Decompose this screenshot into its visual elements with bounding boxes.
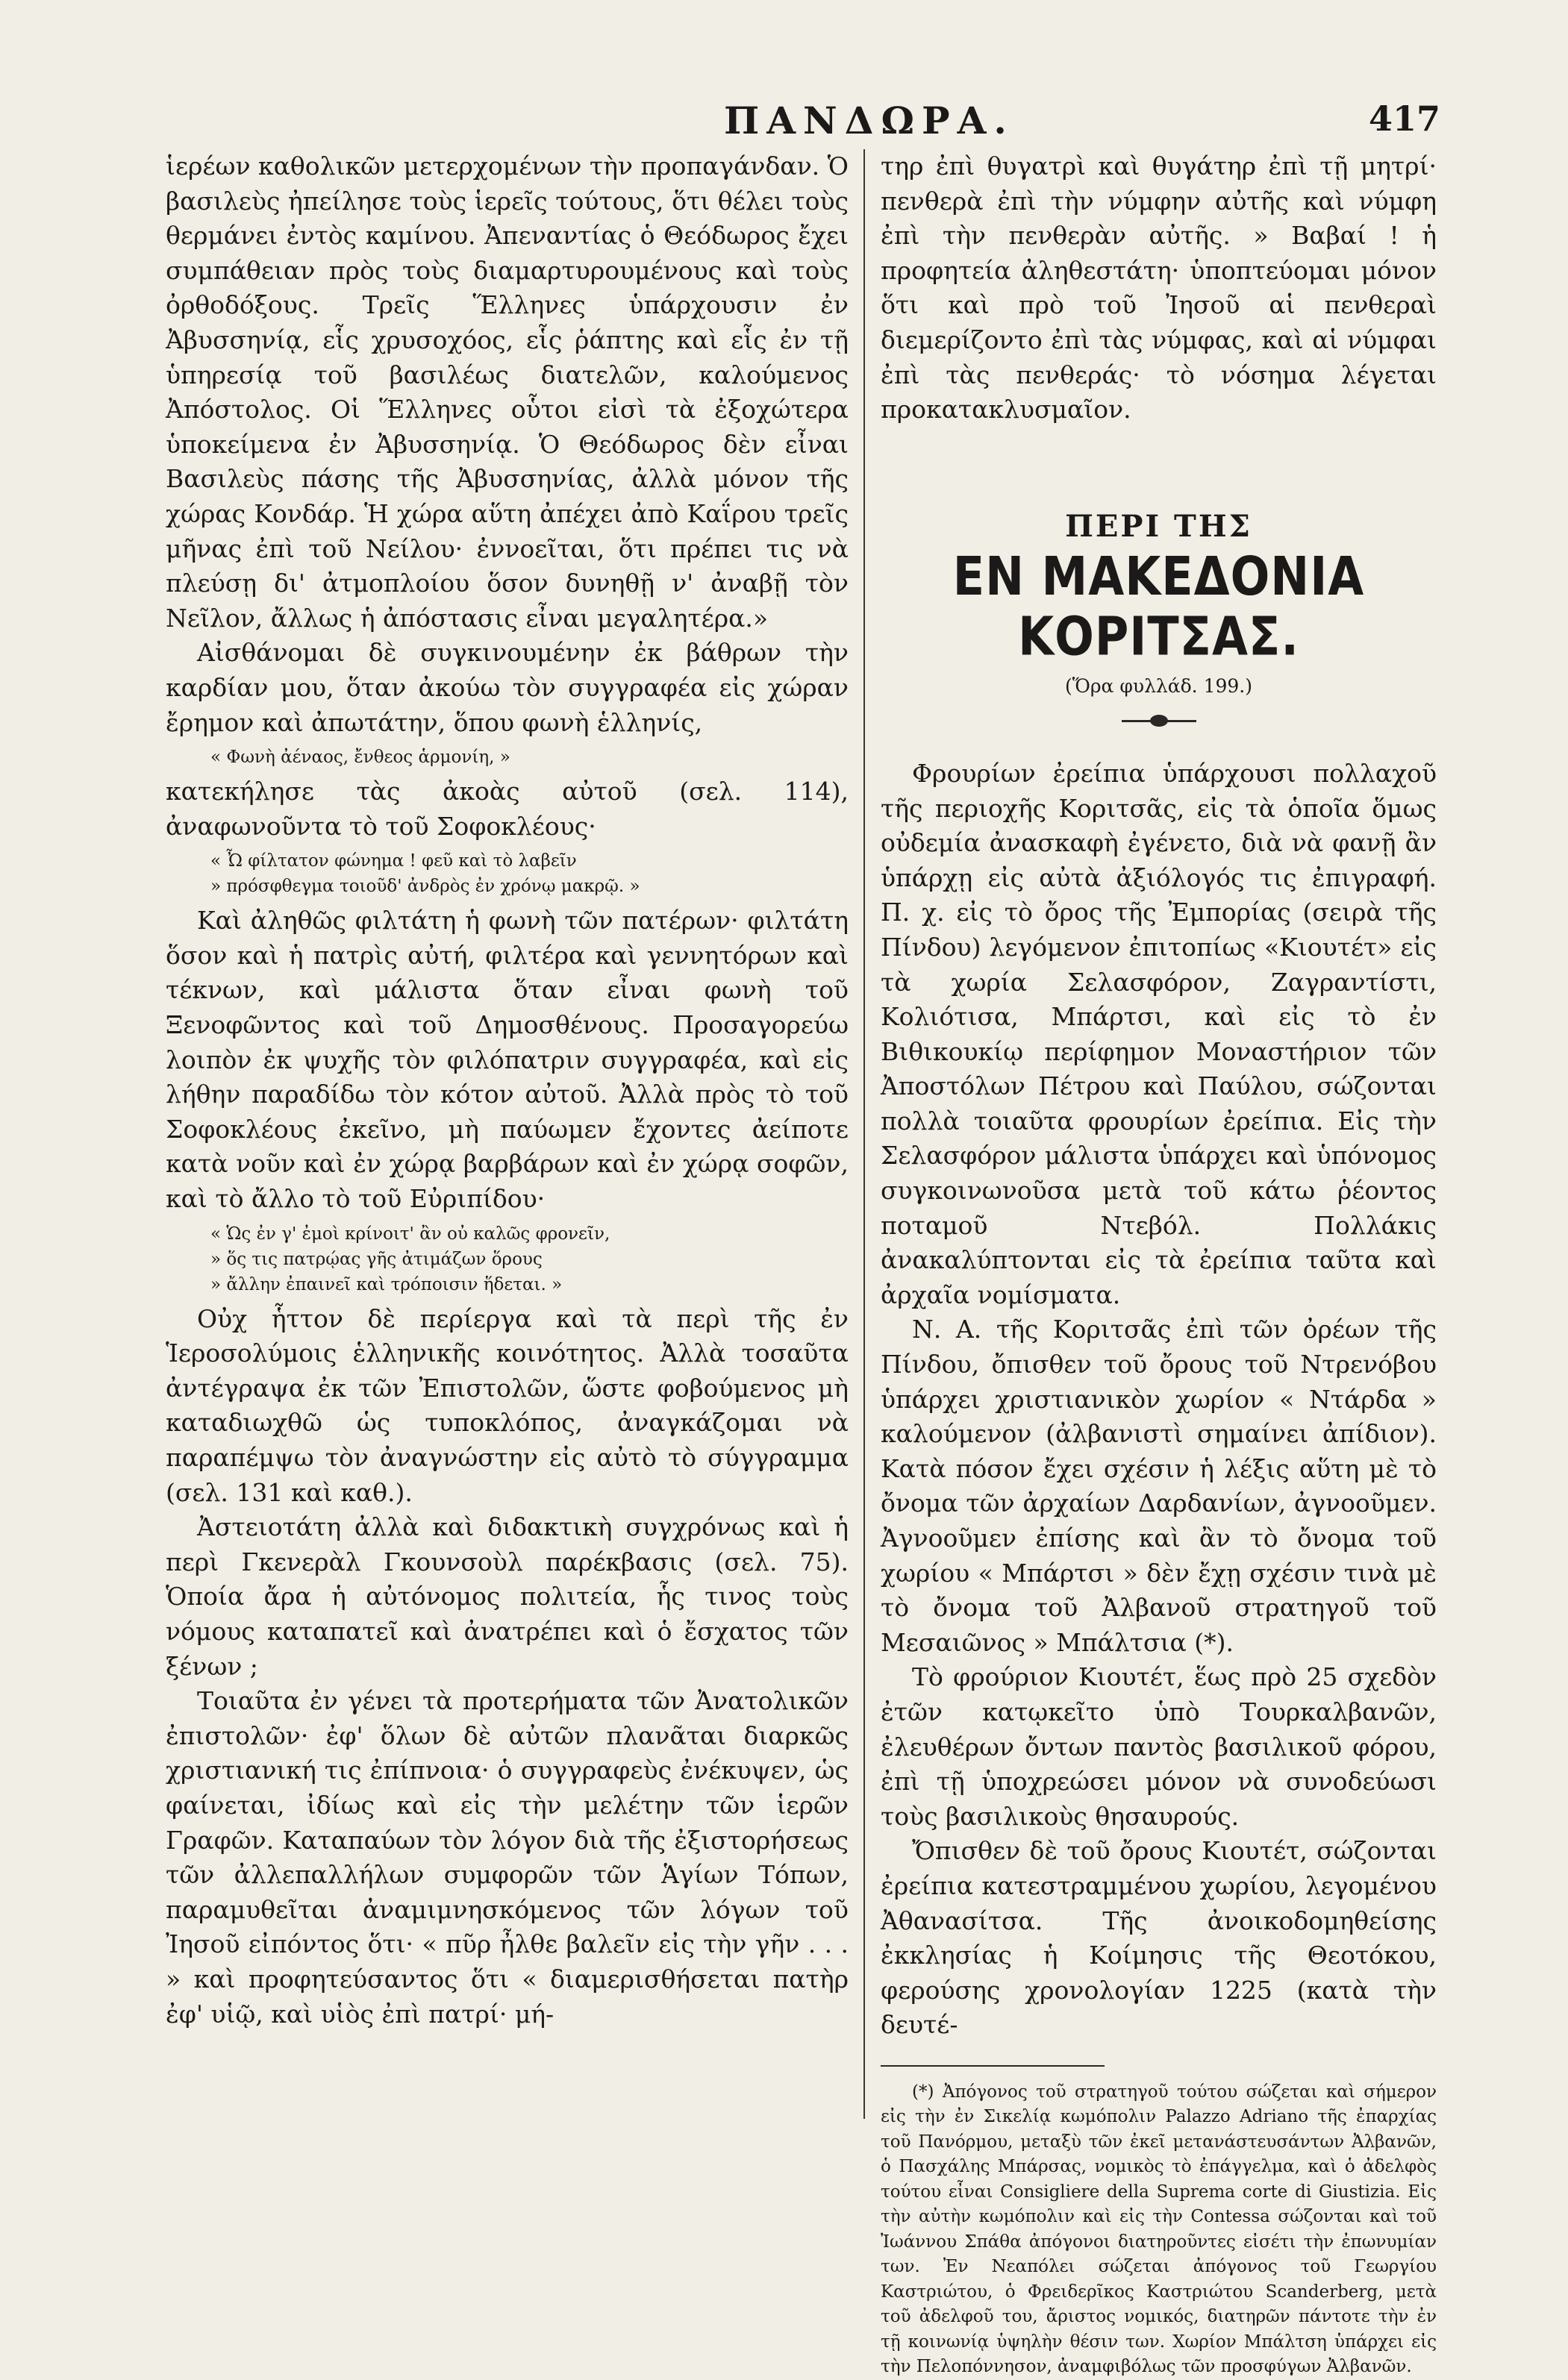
verse-quote-3 [210, 1221, 849, 1297]
verse-line: « Ὡς ἐν γ' ἐμοὶ κρίνοιτ' ἂν οὐ καλῶς φρονεῖν, [210, 1224, 610, 1244]
section-title-line-2: ΕΝ ΜΑΚΕΔΟΝΙΑ ΚΟΡΙΤΣΑΣ. [952, 545, 1365, 668]
left-paragraph-6: Ἀστειοτάτη ἀλλὰ καὶ διδακτικὴ συγχρόνως καὶ ἡ περὶ Γκενερὰλ Γκουνσοὺλ παρέκβασις (σελ. 75). Ὁποία ἄρα ἡ αὐτόνομος πολιτεία, ἧς τινος τοὺς νόμους καταπατεῖ καὶ ἀνατρέπει καὶ ὁ ἔσχατος τῶν ξένων ; [166, 1512, 849, 1681]
verse-line: « Φωνὴ ἀέναος, ἔνθεος ἁρμονίη, » [210, 748, 510, 768]
section-reference: (Ὅρα φυλλάδ. 199.) [1064, 675, 1252, 698]
footnote-rule [881, 2065, 1105, 2067]
verse-line: » πρόσφθεγμα τοιοῦδ' ἀνδρὸς ἐν χρόνῳ μακρῷ. » [210, 877, 640, 897]
right-paragraph-5: Ὄπισθεν δὲ τοῦ ὄρους Κιουτέτ, σώζονται ἐρείπια κατεστραμμένου χωρίου, λεγομένου Ἀθανασίτσα. Τῆς ἀνοικοδομηθείσης ἐκκλησίας ἡ Κοίμησις τῆς Θεοτόκου, φερούσης χρονολογίαν 1225 (κατὰ τὴν δευτέ- [881, 1836, 1437, 2040]
left-paragraph-3: κατεκήλησε τὰς ἀκοὰς αὐτοῦ (σελ. 114), ἀναφωνοῦντα τὸ τοῦ Σοφοκλέους· [166, 777, 849, 841]
right-paragraph-1: τηρ ἐπὶ θυγατρὶ καὶ θυγάτηρ ἐπὶ τῇ μητρί· πενθερὰ ἐπὶ τὴν νύμφην αὐτῆς καὶ νύμφη ἐπὶ τὴν πενθερὰν αὐτῆς. » Βαβαί ! ἡ προφητεία ἀληθεστάτη· ὑποπτεύομαι μόνον ὅτι καὶ πρὸ τοῦ Ἰησοῦ αἱ πενθεραὶ διεμερίζοντο ἐπὶ τὰς νύμφας, καὶ αἱ νύμφαι ἐπὶ τὰς πενθεράς· τὸ νόσημα λέγεται προκατακλυσμαῖον. [881, 151, 1437, 425]
page-number: 417 [1368, 98, 1440, 139]
right-column [881, 149, 1437, 2380]
left-paragraph-7: Τοιαῦτα ἐν γένει τὰ προτερήματα τῶν Ἀνατολικῶν ἐπιστολῶν· ἐφ' ὅλων δὲ αὐτῶν πλανᾶται διαρκῶς χριστιανική τις ἐπίπνοια· ὁ συγγραφεὺς ἐνέκυψεν, ὡς φαίνεται, ἰδίως καὶ εἰς τὴν μελέτην τῶν ἱερῶν Γραφῶν. Καταπαύων τὸν λόγον διὰ τῆς ἐξιστορήσεως τῶν ἀλλεπαλλήλων συμφορῶν τῶν Ἁγίων Τόπων, παραμυθεῖται ἀναμιμνησκόμενος τῶν λόγων τοῦ Ἰησοῦ εἰπόντος ὅτι· « πῦρ ἦλθε βαλεῖν εἰς τὴν γῆν . . . » καὶ προφητεύσαντος ὅτι « διαμερισθήσεται πατὴρ ἐφ' υἱῷ, καὶ υἱὸς ἐπὶ πατρί· μή- [166, 1686, 849, 2029]
verse-quote-2 [210, 848, 849, 899]
ornament-divider-icon [1122, 715, 1196, 727]
verse-line: » ὅς τις πατρῴας γῆς ἀτιμάζων ὅρους [210, 1249, 543, 1269]
footnote-text: (*) Ἀπόγονος τοῦ στρατηγοῦ τούτου σώζεται καὶ σήμερον εἰς τὴν ἐν Σικελίᾳ κωμόπολιν Palazzo Adriano τῆς ἐπαρχίας τοῦ Πανόρμου, μεταξὺ τῶν ἐκεῖ μετανάστευσάντων Ἀλβανῶν, ὁ Πασχάλης Μπάρσας, νομικὸς τὸ ἐπάγγελμα, καὶ ὁ ἀδελφὸς τούτου εἶναι Consigliere della Suprema corte di Giustizia. Εἰς τὴν αὐτὴν κωμόπολιν καὶ εἰς τὴν Contessa σώζονται καὶ τοῦ Ἰωάννου Σπάθα ἀπόγονοι διατηροῦντες εἰσέτι τὴν ἐπωνυμίαν των. Ἐν Νεαπόλει σώζεται ἀπόγονος τοῦ Γεωργίου Καστριώτου, ὁ Φρειδερῖκος Καστριώτου Scanderberg, μετὰ τοῦ ἀδελφοῦ του, ἄριστος νομικός, διατηρῶν πάντοτε τὴν ἐν τῇ κοινωνίᾳ ὑψηλὴν θέσιν των. Χωρίον Μπάλτση ὑπάρχει εἰς τὴν Πελοπόννησον, ἀναμφιβόλως τῶν προσφύγων Ἀλβανῶν. [881, 2082, 1437, 2377]
footnote [881, 2080, 1437, 2380]
left-paragraph-5: Οὐχ ἧττον δὲ περίεργα καὶ τὰ περὶ τῆς ἐν Ἱεροσολύμοις ἑλληνικῆς κοινότητος. Ἀλλὰ τοσαῦτα ἀντέγραψα ἐκ τῶν Ἐπιστολῶν, ὥστε φοβούμενος μὴ καταδιωχθῶ ὡς τυποκλόπος, ἀναγκάζομαι νὰ παραπέμψω τὸν ἀναγνώστην εἰς αὐτὸ τὸ σύγγραμμα (σελ. 131 καὶ καθ.). [166, 1303, 849, 1507]
left-column [166, 149, 849, 2032]
running-title: ΠΑΝΔΩΡΑ. [724, 98, 1014, 143]
section-title-line-1: ΠΕΡΙ ΤΗΣ [1065, 508, 1252, 544]
right-paragraph-4: Τὸ φρούριον Κιουτέτ, ἕως πρὸ 25 σχεδὸν ἐτῶν κατῳκεῖτο ὑπὸ Τουρκαλβανῶν, ἐλευθέρων ὄντων παντὸς βασιλικοῦ φόρου, ἐπὶ τῇ ὑποχρεώσει μόνον νὰ συνοδεύωσι τοὺς βασιλικοὺς θησαυρούς. [881, 1662, 1437, 1831]
verse-line: » ἄλλην ἐπαινεῖ καὶ τρόποισιν ἥδεται. » [210, 1274, 563, 1294]
verse-quote-1 [210, 745, 849, 770]
right-paragraph-2: Φρουρίων ἐρείπια ὑπάρχουσι πολλαχοῦ τῆς περιοχῆς Κοριτσᾶς, εἰς τὰ ὁποῖα ὅμως οὐδεμία ἀνασκαφὴ ἐγένετο, διὰ νὰ φανῇ ἂν ὑπάρχῃ εἰς αὐτὰ ἀξιόλογός τις ἐπιγραφή. Π. χ. εἰς τὸ ὄρος τῆς Ἐμπορίας (σειρὰ τῆς Πίνδου) λεγόμενον ἐπιτοπίως «Κιουτέτ» εἰς τὰ χωρία Σελασφόρον, Ζαγραντίστι, Κολιότισα, Μπάρτσι, καὶ εἰς τὸ ἐν Βιθικουκίῳ περίφημον Μοναστήριον τῶν Ἀποστόλων Πέτρου καὶ Παύλου, σώζονται πολλὰ τοιαῦτα φρουρίων ἐρείπια. Εἰς τὴν Σελασφόρον μάλιστα ὑπάρχει καὶ ὑπόνομος συγκοινωνοῦσα μετὰ τοῦ κάτω ῥέοντος ποταμοῦ Ντεβόλ. Πολλάκις ἀνακαλύπτονται εἰς τὰ ἐρείπια ταῦτα καὶ ἀρχαῖα νομίσματα. [881, 758, 1437, 1309]
left-paragraph-2: Αἰσθάνομαι δὲ συγκινουμένην ἐκ βάθρων τὴν καρδίαν μου, ὅταν ἀκούω τὸν συγγραφέα εἰς χώραν ἔρημον καὶ ἀπωτάτην, ὅπου φωνὴ ἑλληνίς, [166, 638, 849, 737]
left-paragraph-1: ἱερέων καθολικῶν μετερχομένων τὴν προπαγάνδαν. Ὁ βασιλεὺς ἠπείλησε τοὺς ἱερεῖς τούτους, ὅτι θέλει τοὺς θερμάνει ἐντὸς καμίνου. Ἀπεναντίας ὁ Θεόδωρος ἔχει συμπάθειαν πρὸς τοὺς διαμαρτυρουμένους καὶ τοὺς ὀρθοδόξους. Τρεῖς Ἕλληνες ὑπάρχουσιν ἐν Ἀβυσσηνίᾳ, εἷς χρυσοχόος, εἷς ῥάπτης καὶ εἷς ἐν τῇ ὑπηρεσίᾳ τοῦ βασιλέως διατελῶν, καλούμενος Ἀπόστολος. Οἱ Ἕλληνες οὗτοι εἰσὶ τὰ ἐξοχώτερα ὑποκείμενα ἐν Ἀβυσσηνίᾳ. Ὁ Θεόδωρος δὲν εἶναι Βασιλεὺς πάσης τῆς Ἀβυσσηνίας, ἀλλὰ μόνον τῆς χώρας Κονδάρ. Ἡ χώρα αὕτη ἀπέχει ἀπὸ Καΐρου τρεῖς μῆνας ἐπὶ τοῦ Νείλου· ἐννοεῖται, ὅτι πρέπει τις νὰ πλεύσῃ δι' ἀτμοπλοίου ὅσον δυνηθῇ ν' ἀναβῇ τὸν Νεῖλον, ἄλλως ἡ ἀπόστασις εἶναι μεγαλητέρα.» [166, 151, 849, 633]
page-header [172, 88, 1440, 148]
verse-line: « Ὦ φίλτατον φώνημα ! φεῦ καὶ τὸ λαβεῖν [210, 851, 577, 871]
right-paragraph-3: Ν. Α. τῆς Κοριτσᾶς ἐπὶ τῶν ὀρέων τῆς Πίνδου, ὄπισθεν τοῦ ὄρους τοῦ Ντρενόβου ὑπάρχει χριστιανικὸν χωρίον « Ντάρδα » καλούμενον (ἀλβανιστὶ σημαίνει ἀπίδιον). Κατὰ πόσον ἔχει σχέσιν ἡ λέξις αὕτη μὲ τὸ ὄνομα τῶν ἀρχαίων Δαρδανίων, ἀγνοοῦμεν. Ἀγνοοῦμεν ἐπίσης καὶ ἂν τὸ ὄνομα τοῦ χωρίου « Μπάρτσι » δὲν ἔχῃ σχέσιν τινὰ μὲ τὸ ὄνομα τοῦ Ἀλβανοῦ στρατηγοῦ τοῦ Μεσαιῶνος » Μπάλτσια (*). [881, 1315, 1437, 1657]
left-paragraph-4: Καὶ ἀληθῶς φιλτάτη ἡ φωνὴ τῶν πατέρων· φιλτάτη ὅσον καὶ ἡ πατρὶς αὐτή, φιλτέρα καὶ γεννητόρων καὶ τέκνων, καὶ μάλιστα ὅταν εἶναι φωνὴ τοῦ Ξενοφῶντος καὶ τοῦ Δημοσθένους. Προσαγορεύω λοιπὸν ἐκ ψυχῆς τὸν φιλόπατριν συγγραφέα, καὶ εἰς λήθην παραδίδω τὸν κότον αὐτοῦ. Ἀλλὰ πρὸς τὸ τοῦ Σοφοκλέους ἐκεῖνο, μὴ παύωμεν ἔχοντες ἀείποτε κατὰ νοῦν καὶ ἐν χώρᾳ βαρβάρων καὶ ἐν χώρᾳ σοφῶν, καὶ τὸ ἄλλο τὸ τοῦ Εὐριπίδου· [166, 906, 849, 1214]
column-divider [863, 149, 865, 2119]
